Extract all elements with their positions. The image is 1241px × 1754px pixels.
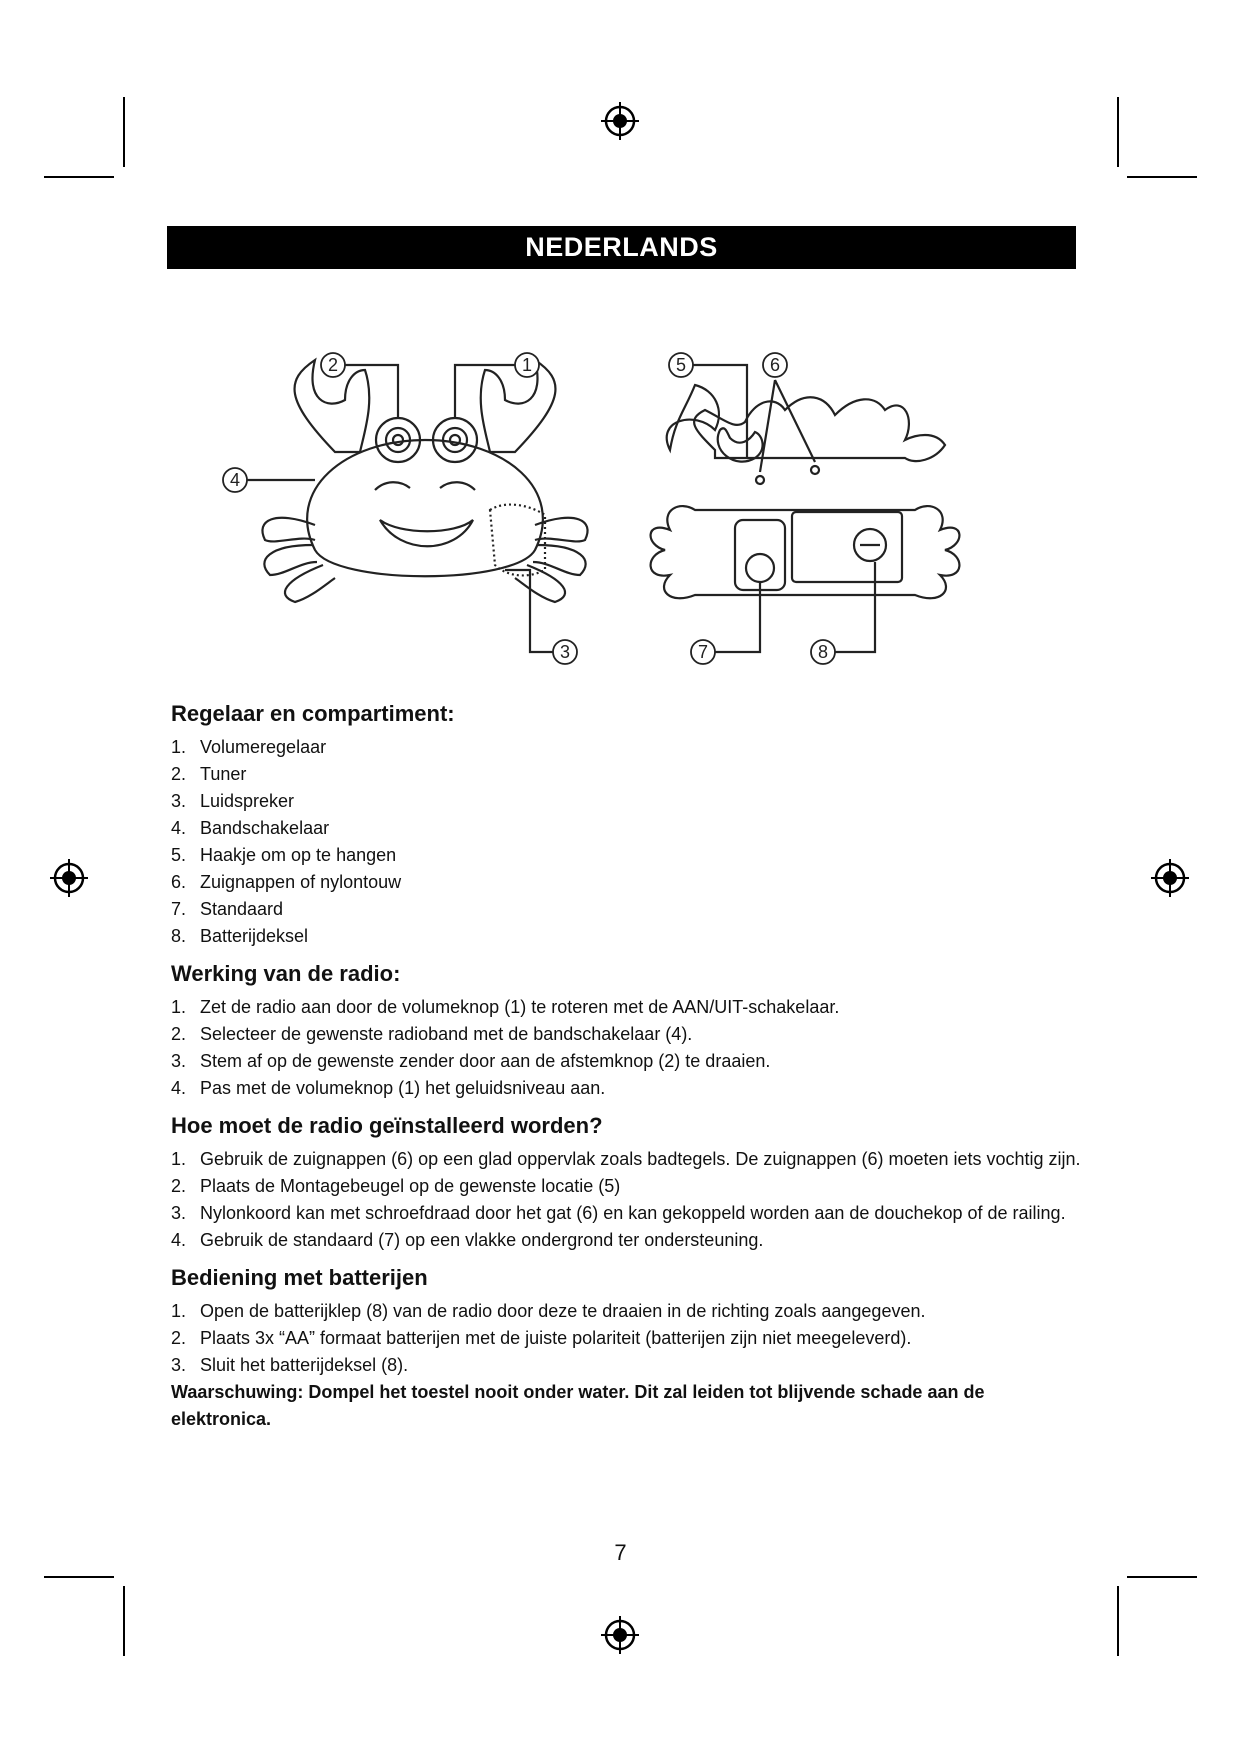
controls-list	[171, 734, 1081, 950]
registration-mark-icon	[48, 857, 90, 899]
crop-mark	[1117, 97, 1119, 167]
list-item: 8. Batterijdeksel	[171, 926, 309, 946]
callout-4: 4	[229, 470, 241, 490]
language-banner: NEDERLANDS	[167, 226, 1076, 269]
list-item: 3. Luidspreker	[171, 791, 295, 811]
crop-mark	[44, 176, 114, 178]
list-item: 2. Plaats de Montagebeugel op de gewenste locatie (5)	[171, 1176, 621, 1196]
list-item: 3. Stem af op de gewenste zender door aan de afstemknop (2) te draaien.	[171, 1051, 771, 1071]
operation-list	[171, 994, 1081, 1102]
section-title: Hoe moet de radio geïnstalleerd worden?	[171, 1113, 603, 1138]
list-item: 1. Gebruik de zuignappen (6) op een glad oppervlak zoals badtegels. De zuignappen (6) moeten iets vochtig zijn.	[171, 1149, 1081, 1169]
crop-mark	[1127, 1576, 1197, 1578]
callout-6: 6	[769, 355, 781, 375]
manual-content	[171, 700, 1081, 1433]
page-number: 7	[614, 1540, 627, 1565]
crab-radio-diagram	[215, 340, 1055, 685]
list-item: 4. Bandschakelaar	[171, 818, 330, 838]
list-item: 1. Zet de radio aan door de volumeknop (1) te roteren met de AAN/UIT-schakelaar.	[171, 997, 840, 1017]
section-title: Regelaar en compartiment:	[171, 701, 455, 726]
section-installation	[171, 1112, 1081, 1254]
list-item: 1. Volumeregelaar	[171, 737, 327, 757]
crop-mark	[123, 97, 125, 167]
list-item: 2. Selecteer de gewenste radioband met de bandschakelaar (4).	[171, 1024, 693, 1044]
registration-mark-icon	[599, 100, 641, 142]
crop-mark	[44, 1576, 114, 1578]
callout-3: 3	[559, 642, 571, 662]
list-item: 5. Haakje om op te hangen	[171, 845, 397, 865]
list-item: 4. Gebruik de standaard (7) op een vlakke ondergrond ter ondersteuning.	[171, 1230, 764, 1250]
callout-7: 7	[697, 642, 709, 662]
section-title: Bediening met batterijen	[171, 1265, 428, 1290]
list-item: 2. Tuner	[171, 764, 247, 784]
list-item: 3. Nylonkoord kan met schroefdraad door het gat (6) en kan gekoppeld worden aan de douchekop of de railing.	[171, 1203, 1066, 1223]
registration-mark-icon	[1149, 857, 1191, 899]
list-item: 6. Zuignappen of nylontouw	[171, 872, 402, 892]
list-item: 1. Open de batterijklep (8) van de radio door deze te draaien in de richting zoals aangegeven.	[171, 1301, 926, 1321]
list-item: 2. Plaats 3x “AA” formaat batterijen met de juiste polariteit (batterijen zijn niet meegeleverd).	[171, 1328, 912, 1348]
list-item: 7. Standaard	[171, 899, 284, 919]
warning-text: Waarschuwing: Dompel het toestel nooit onder water. Dit zal leiden tot blijvende schade aan de elektronica.	[171, 1382, 985, 1429]
crop-mark	[1127, 176, 1197, 178]
registration-mark-icon	[599, 1614, 641, 1656]
section-batteries	[171, 1264, 1081, 1433]
callout-2: 2	[327, 355, 339, 375]
crop-mark	[123, 1586, 125, 1656]
callout-8: 8	[817, 642, 829, 662]
list-item: 4. Pas met de volumeknop (1) het geluidsniveau aan.	[171, 1078, 606, 1098]
crab-front-view	[242, 360, 588, 652]
callout-5: 5	[675, 355, 687, 375]
crop-mark	[1117, 1586, 1119, 1656]
list-item: 3. Sluit het batterijdeksel (8).	[171, 1355, 409, 1375]
installation-list	[171, 1146, 1081, 1254]
batteries-list	[171, 1298, 1081, 1379]
callout-1: 1	[521, 355, 533, 375]
section-title: Werking van de radio:	[171, 961, 401, 986]
section-controls	[171, 700, 1081, 950]
section-operation	[171, 960, 1081, 1102]
crab-back-view	[651, 365, 960, 652]
